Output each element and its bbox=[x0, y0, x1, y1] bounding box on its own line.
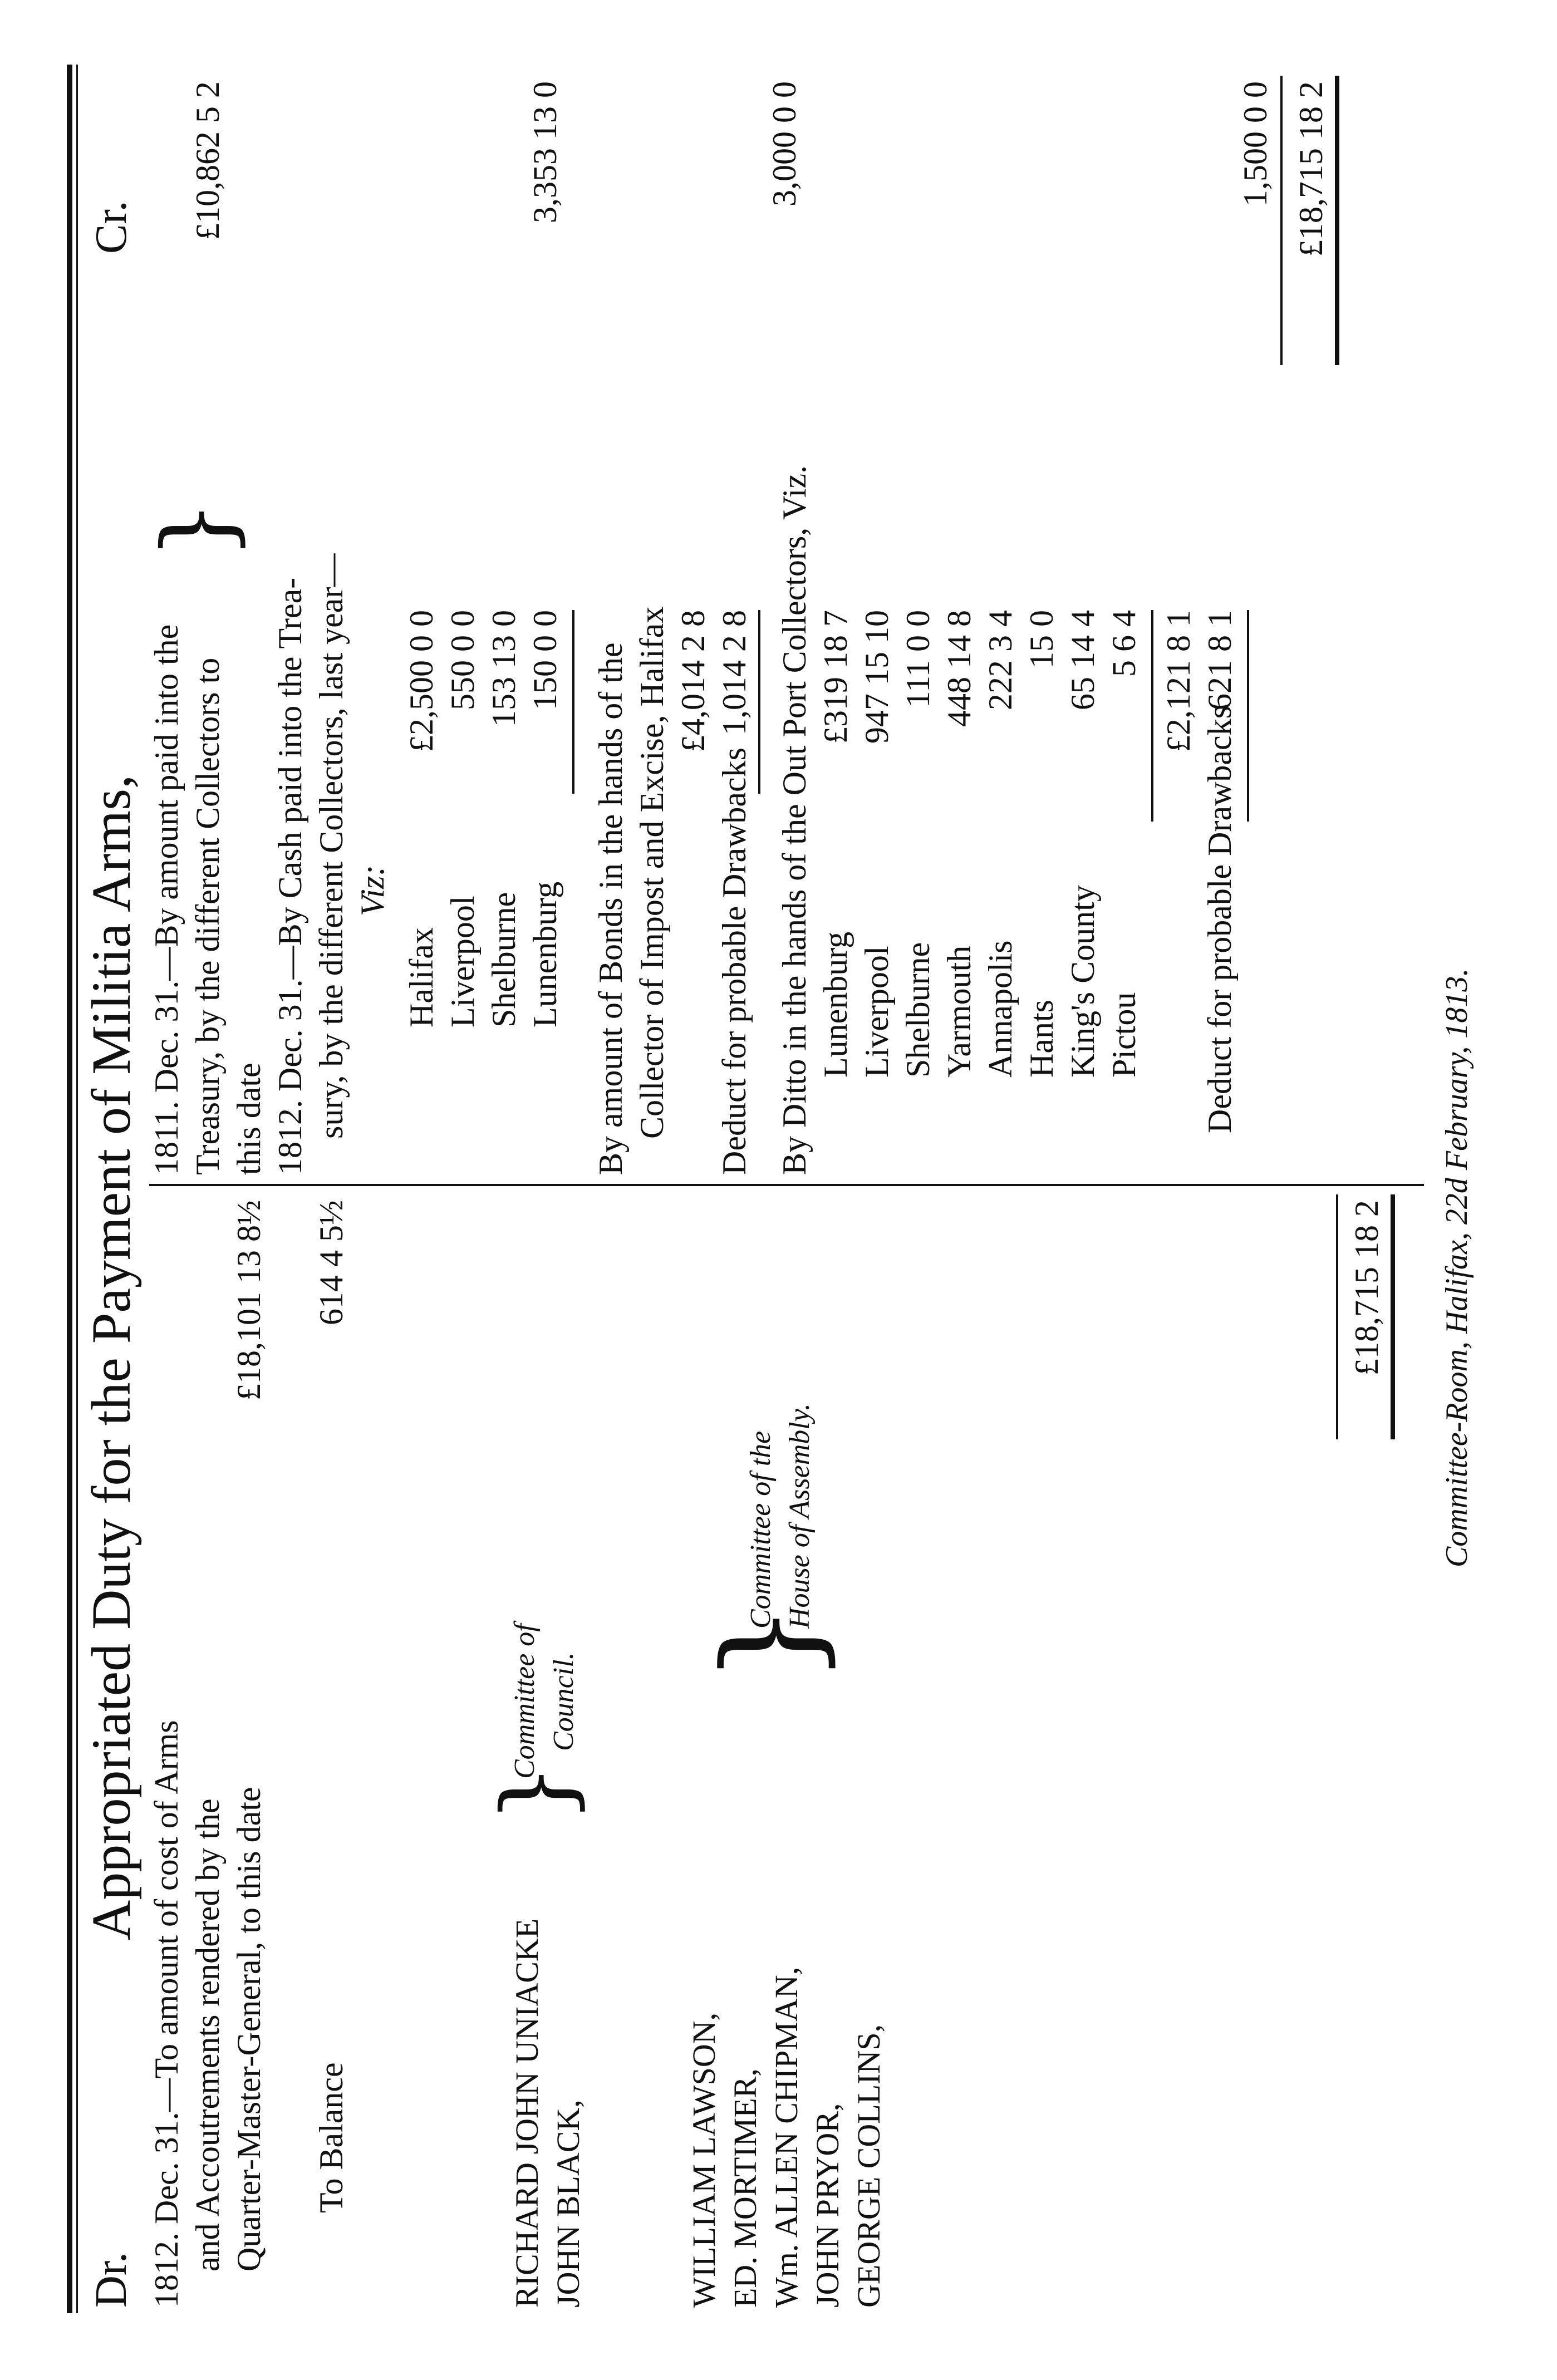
council-name-2: JOHN BLACK, bbox=[550, 2099, 586, 2308]
cash-amount-4: 150 0 0 bbox=[527, 610, 563, 710]
footer-signature: Committee-Room, Halifax, 22d February, 1813. bbox=[1440, 968, 1474, 1567]
outport-amount-3: 111 0 0 bbox=[900, 610, 936, 708]
council-label-1: Committee of bbox=[509, 1624, 541, 1779]
outport-amount-6: 15 0 bbox=[1023, 610, 1060, 668]
council-brace: } bbox=[482, 1763, 592, 1823]
credit-entry3-line1: By amount of Bonds in the hands of the bbox=[592, 642, 629, 1175]
debit-entry1-line3: Quarter-Master-General, to this date bbox=[230, 1787, 267, 2271]
assembly-brace: } bbox=[696, 1602, 845, 1684]
assembly-label-2: House of Assembly. bbox=[784, 1403, 816, 1629]
outport-amount-7: 65 14 4 bbox=[1064, 610, 1101, 710]
account-title: Appropriated Duty for the Payment of Militia Arms, bbox=[80, 774, 142, 1940]
credit-entry1-line1: 1811. Dec. 31.—By amount paid into the bbox=[148, 624, 185, 1175]
bonds-deduct-amount: 1,014 2 8 bbox=[716, 610, 753, 735]
bonds-amount: £4,014 2 8 bbox=[675, 610, 711, 752]
outport-amount-2: 947 15 10 bbox=[858, 610, 895, 744]
bonds-deduct-label: Deduct for probable Drawbacks bbox=[716, 747, 753, 1175]
outport-amount-4: 448 14 8 bbox=[941, 610, 978, 727]
outport-deduct-label: Deduct for probable Drawbacks bbox=[1201, 705, 1238, 1133]
credit-entry2-line2: sury, by the different Collectors, last year— bbox=[313, 553, 350, 1139]
assembly-label-1: Committee of the bbox=[745, 1430, 777, 1629]
credit-entry4-line: By Ditto in the hands of the Out Port Collectors, Viz. bbox=[776, 465, 813, 1175]
credit-total-rule-under bbox=[1335, 76, 1339, 365]
credit-entry1-amount: £10,862 5 2 bbox=[189, 81, 226, 240]
credit-entry2-viz: Viz: bbox=[354, 864, 391, 916]
cash-amount-1: £2,500 0 0 bbox=[403, 610, 440, 752]
outport-place-4: Yarmouth bbox=[941, 945, 978, 1078]
outport-place-7: King's County bbox=[1064, 885, 1101, 1078]
cash-place-2: Liverpool bbox=[444, 896, 481, 1027]
assembly-name-2: ED. MORTIMER, bbox=[727, 2068, 763, 2308]
credit-heading: Cr. bbox=[87, 200, 136, 254]
cash-amount-3: 153 13 0 bbox=[485, 610, 522, 727]
cash-place-1: Halifax bbox=[403, 927, 440, 1027]
outport-amount-5: 222 3 4 bbox=[982, 610, 1019, 710]
column-divider bbox=[149, 1184, 1424, 1186]
debit-balance-amount: 614 4 5½ bbox=[313, 1200, 350, 1325]
debit-entry1-line2: and Accoutrements rendered by the bbox=[189, 1798, 226, 2271]
debit-balance-label: To Balance bbox=[313, 2062, 350, 2213]
cash-place-4: Lunenburg bbox=[527, 881, 563, 1027]
credit-entry2-line1: 1812. Dec. 31.—By Cash paid into the Trea- bbox=[272, 577, 308, 1175]
cash-amount-2: 550 0 0 bbox=[444, 610, 481, 710]
credit-entry1-line3: this date bbox=[230, 1063, 267, 1175]
credit-entry1-brace: } bbox=[143, 499, 253, 560]
outport-net: 1,500 0 0 bbox=[1237, 81, 1274, 206]
debit-total: £18,715 18 2 bbox=[1348, 1200, 1385, 1375]
outport-sum-rule bbox=[1151, 610, 1153, 822]
assembly-name-1: WILLIAM LAWSON, bbox=[686, 2012, 722, 2308]
outport-deduct-amount: 621 8 1 bbox=[1201, 610, 1238, 710]
outport-net-rule bbox=[1247, 610, 1249, 822]
assembly-name-5: GEORGE COLLINS, bbox=[851, 2024, 887, 2308]
outport-place-3: Shelburne bbox=[900, 942, 936, 1078]
outport-amount-8: 5 6 4 bbox=[1106, 610, 1142, 677]
credit-entry3-line2: Collector of Impost and Excise, Halifax bbox=[633, 606, 670, 1139]
debit-total-rule-under bbox=[1391, 1194, 1395, 1439]
credit-entry1-line2: Treasury, by the different Collectors to bbox=[189, 657, 226, 1175]
outport-place-1: Lunenburg bbox=[817, 931, 854, 1078]
debit-total-rule bbox=[1336, 1194, 1338, 1439]
outport-place-5: Annapolis bbox=[982, 940, 1019, 1078]
council-label-2: Council. bbox=[548, 1652, 579, 1751]
cash-place-3: Shelburne bbox=[485, 892, 522, 1027]
bonds-net: 3,000 0 0 bbox=[766, 81, 803, 206]
outport-place-8: Pictou bbox=[1106, 992, 1142, 1078]
council-name-1: RICHARD JOHN UNIACKE bbox=[509, 1918, 545, 2308]
credit-total: £18,715 18 2 bbox=[1293, 81, 1329, 257]
top-rule-thick bbox=[67, 65, 72, 2313]
outport-place-2: Liverpool bbox=[858, 946, 895, 1078]
outport-subtotal: £2,121 8 1 bbox=[1160, 610, 1197, 752]
outport-amount-1: £319 18 7 bbox=[817, 610, 854, 744]
assembly-name-4: JOHN PRYOR, bbox=[809, 2103, 846, 2308]
debit-entry1-line1: 1812. Dec. 31.—To amount of cost of Arms bbox=[148, 1720, 185, 2308]
credit-entry2-total: 3,353 13 0 bbox=[527, 81, 563, 223]
debit-entry1-amount: £18,101 13 8½ bbox=[230, 1200, 267, 1400]
debit-heading: Dr. bbox=[87, 2252, 136, 2308]
credit-total-rule bbox=[1280, 76, 1283, 365]
bonds-sum-rule bbox=[758, 610, 760, 794]
cash-sum-rule bbox=[572, 610, 574, 794]
outport-place-6: Hants bbox=[1023, 1000, 1060, 1078]
assembly-name-3: Wm. ALLEN CHIPMAN, bbox=[768, 1966, 804, 2308]
